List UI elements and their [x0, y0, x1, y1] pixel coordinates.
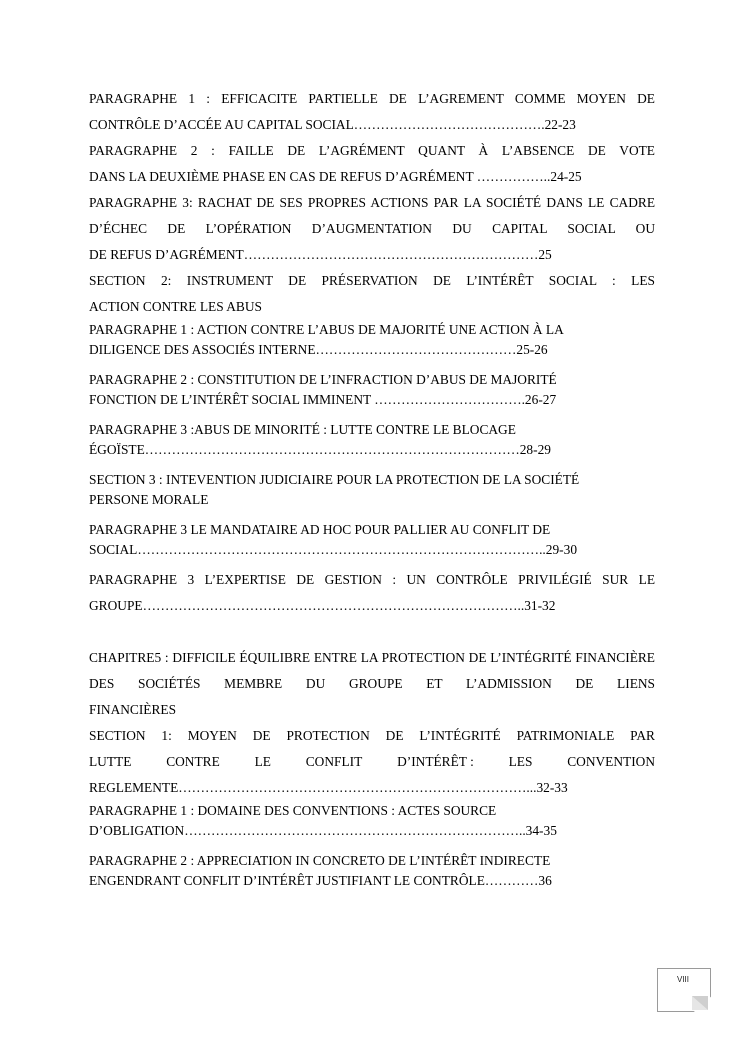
toc-entry-paragraphe-3-mandataire [89, 520, 655, 560]
toc-word: CONVENTION [567, 754, 655, 769]
toc-line: FINANCIÈRE DES SOCIÉTÉS MEMBRE DU GROUPE ET L’ADMISSION DE LIENS [89, 650, 655, 691]
toc-line: PARAGRAPHE 2 : APPRECIATION IN CONCRETO DE L’INTÉRÊT INDIRECTE [89, 853, 551, 868]
toc-entry-paragraphe-3-expertise [89, 567, 655, 619]
toc-line: SECTION 2: INSTRUMENT DE PRÉSERVATION DE L’INTÉRÊT SOCIAL : LES [89, 273, 655, 288]
toc-line: PARAGRAPHE 2 : CONSTITUTION DE L’INFRACTION D’ABUS DE MAJORITÉ [89, 372, 557, 387]
toc-line: PERSONE MORALE [89, 492, 209, 507]
toc-line: PARAGRAPHE 1 : ACTION CONTRE L’ABUS DE MAJORITÉ UNE ACTION À LA [89, 322, 564, 337]
toc-line: SOCIAL………………………………………………………………………………..29-30 [89, 542, 578, 557]
toc-line-wrapper [89, 723, 655, 749]
toc-word: LE [254, 754, 271, 769]
toc-line: PARAGRAPHE 3 LE MANDATAIRE AD HOC POUR PALLIER AU CONFLIT DE [89, 522, 551, 537]
toc-word: D’INTÉRÊT : [397, 754, 474, 769]
toc-word: CONFLIT [305, 754, 363, 769]
toc-entry-paragraphe-1-abus-majorite [89, 320, 655, 360]
toc-entry-paragraphe-1-conventions [89, 801, 655, 841]
toc-word: LUTTE [89, 754, 132, 769]
toc-line: PARAGRAPHE 1 : EFFICACITE PARTIELLE DE L’AGREMENT COMME MOYEN DE [89, 91, 655, 106]
toc-line: DE REFUS D’AGRÉMENT…………………………………………………………25 [89, 247, 552, 262]
toc-line: CADRE D’ÉCHEC DE L’OPÉRATION D’AUGMENTATION DU CAPITAL SOCIAL OU [89, 195, 655, 236]
toc-entry-paragraphe-3-minorite [89, 420, 655, 460]
toc-entry-chapitre-5 [89, 645, 655, 723]
toc-word: LES [508, 754, 533, 769]
toc-line: FINANCIÈRES [89, 702, 177, 717]
toc-entry-section-1 [89, 723, 655, 801]
toc-line: ÉGOÏSTE…………………………………………………………………………28-29 [89, 442, 551, 457]
toc-entry-paragraphe-1-agrement [89, 86, 655, 138]
toc-line: REGLEMENTE……………………………………………………………………...32-33 [89, 780, 568, 795]
toc-line: CONTRÔLE D’ACCÉE AU CAPITAL SOCIAL…………………………………….22-23 [89, 117, 576, 132]
page-curl-fold [692, 996, 708, 1010]
toc-line: GROUPE…………………………………………………………………………..31-32 [89, 598, 556, 613]
toc-line: ACTION CONTRE LES ABUS [89, 299, 262, 314]
toc-entry-section-2 [89, 268, 655, 320]
toc-line: ENGENDRANT CONFLIT D’INTÉRÊT JUSTIFIANT LE CONTRÔLE…………36 [89, 873, 552, 888]
toc-line: DILIGENCE DES ASSOCIÉS INTERNE………………………………………25-26 [89, 342, 548, 357]
table-of-contents [89, 86, 655, 891]
toc-line: DANS LA DEUXIÈME PHASE EN CAS DE REFUS D’AGRÉMENT ……………..24-25 [89, 169, 582, 184]
toc-line: PARAGRAPHE 2 : FAILLE DE L’AGRÉMENT QUANT À L’ABSENCE DE VOTE [89, 143, 655, 158]
toc-entry-section-3 [89, 470, 655, 510]
toc-line: FONCTION DE L’INTÉRÊT SOCIAL IMMINENT …………………………….26-27 [89, 392, 557, 407]
toc-word: CONTRE [166, 754, 220, 769]
toc-entry-paragraphe-2-appreciation [89, 851, 655, 891]
toc-entry-paragraphe-3-rachat [89, 190, 655, 268]
toc-line: PARAGRAPHE 1 : DOMAINE DES CONVENTIONS : ACTES SOURCE [89, 803, 497, 818]
toc-line: CHAPITRE5 : DIFFICILE ÉQUILIBRE ENTRE LA PROTECTION DE L’INTÉGRITÉ [89, 650, 572, 665]
toc-line: PARAGRAPHE 3: RACHAT DE SES PROPRES ACTIONS PAR LA SOCIÉTÉ DANS LE [89, 195, 605, 210]
page-number: VIII [676, 975, 689, 984]
toc-line-spaced [89, 749, 655, 775]
toc-entry-paragraphe-2-infraction [89, 370, 655, 410]
toc-line-wrapper [89, 775, 655, 801]
toc-line: PARAGRAPHE 3 :ABUS DE MINORITÉ : LUTTE CONTRE LE BLOCAGE [89, 422, 516, 437]
toc-line: D’OBLIGATION…………………………………………………………………..34-35 [89, 823, 557, 838]
toc-line: PARAGRAPHE 3 L’EXPERTISE DE GESTION : UN CONTRÔLE PRIVILÉGIÉ SUR LE [89, 572, 655, 587]
toc-line: SECTION 3 : INTEVENTION JUDICIAIRE POUR LA PROTECTION DE LA SOCIÉTÉ [89, 472, 580, 487]
toc-line: SECTION 1: MOYEN DE PROTECTION DE L’INTÉGRITÉ PATRIMONIALE PAR [89, 728, 655, 743]
toc-entry-paragraphe-2-faille [89, 138, 655, 190]
